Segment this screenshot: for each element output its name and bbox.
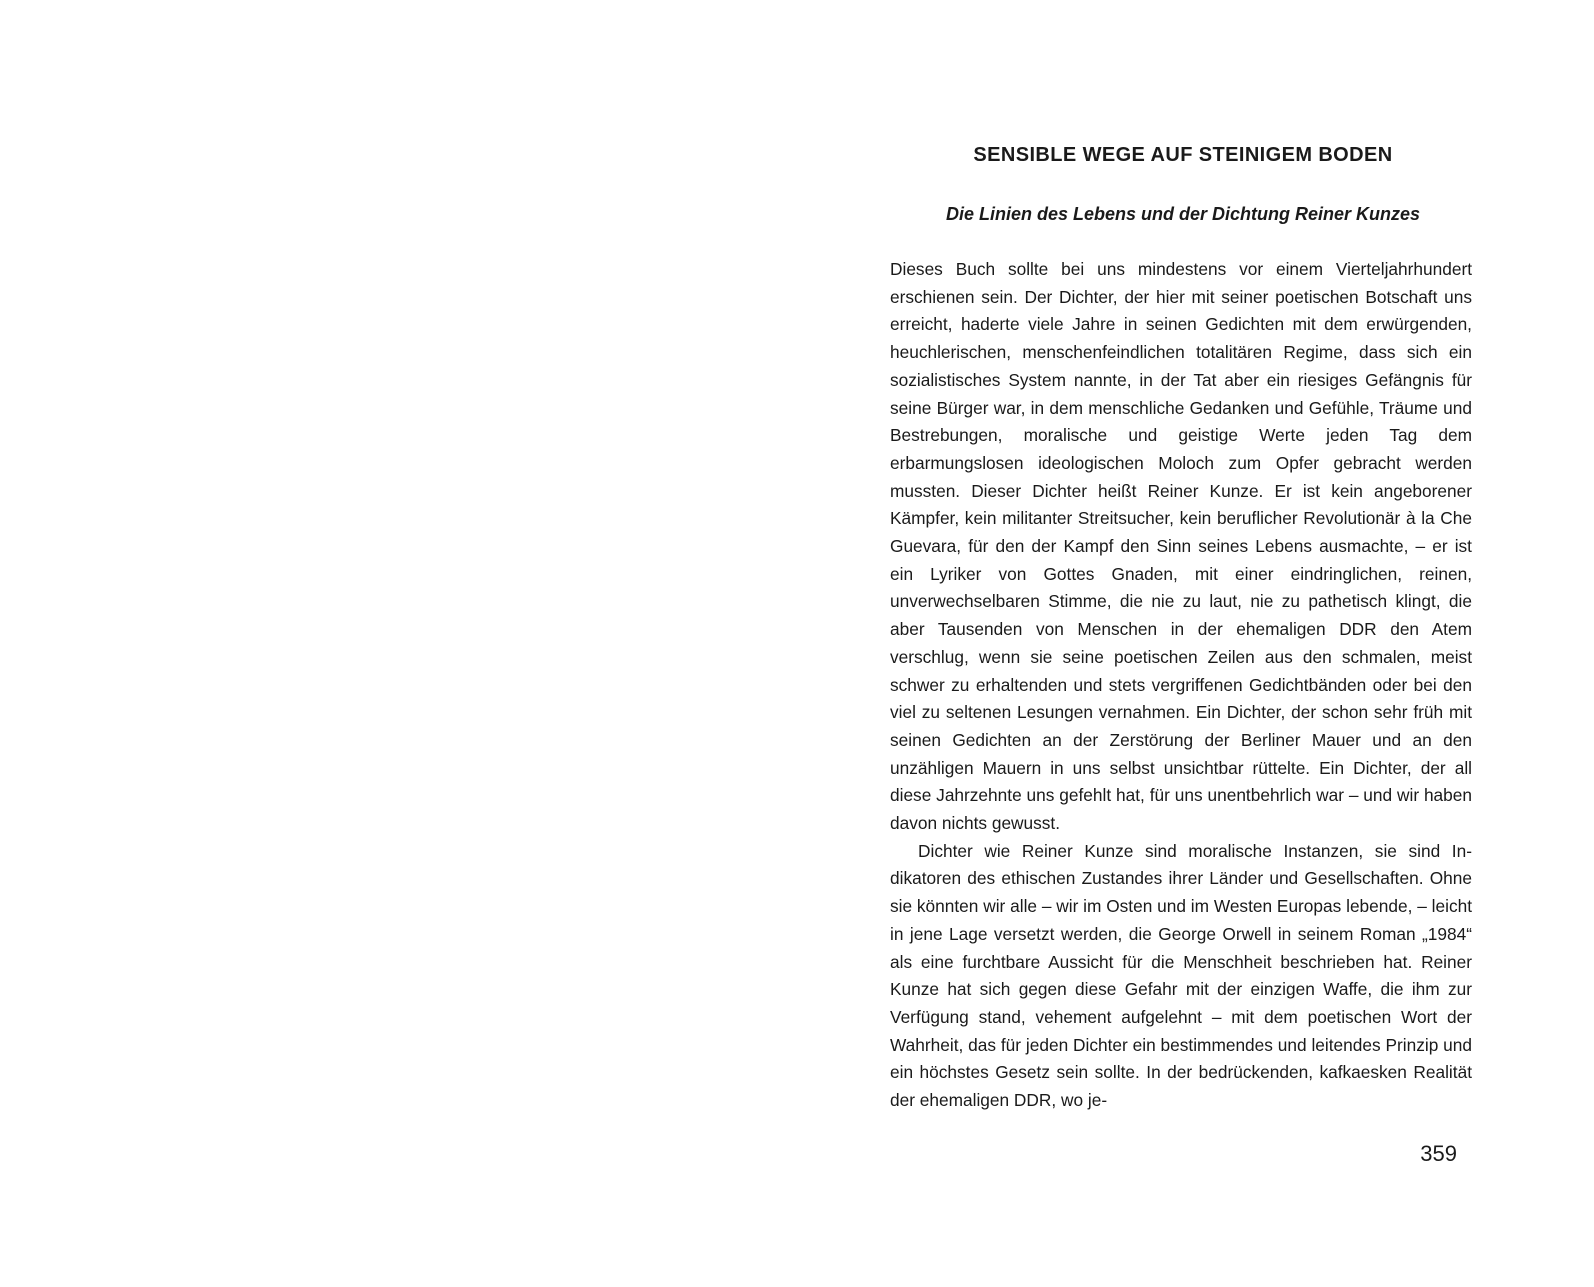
chapter-title: SENSIBLE WEGE AUF STEINIGEM BODEN [973,144,1393,166]
page-number: 359 [1420,1141,1457,1166]
body-text [890,256,1472,1115]
paragraph-2: Dichter wie Reiner Kunze sind moralische Instanzen, sie sind Indikatoren des ethischen Zustandes ihrer Länder und Gesellschaften. Ohne sie könnten wir alle – wir im Osten und im Westen Europas lebende, – leicht in jene Lage versetzt werden, die George Orwell in seinem Roman „1984“ als eine furchtbare Aussicht für die Menschheit beschrieben hat. Reiner Kunze hat sich gegen diese Gefahr mit der einzigen Waffe, die ihm zur Verfügung stand, vehement aufgelehnt – mit dem poetischen Wort der Wahrheit, das für jeden Dichter ein bestimmendes und leitendes Prinzip und ein höchstes Gesetz sein sollte. In der bedrückenden, kafkaesken Realität der ehemaligen DDR, wo je- [890,840,1472,1111]
chapter-subtitle: Die Linien des Lebens und der Dichtung Reiner Kunzes [945,204,1421,224]
paragraph-1: Dieses Buch sollte bei uns mindestens vor einem Vierteljahrhundert erschienen sein. Der Dichter, der hier mit seiner poetischen Botschaft uns erreicht, haderte viele Jahre in seinen Gedichten mit dem erwürgenden, heuchlerischen, menschenfeindlichen totalitären Regime, dass sich ein sozialistisches System nannte, in der Tat aber ein riesiges Gefängnis für seine Bürger war, in dem menschliche Gedanken und Gefühle, Träume und Bestrebungen, moralische und geistige Werte jeden Tag dem erbarmungslosen ideologischen Moloch zum Opfer gebracht werden mussten. Dieser Dichter heißt Reiner Kunze. Er ist kein angeborener Kämpfer, kein militanter Streitsucher, kein beruflicher Revolutionär à la Che Guevara, für den der Kampf den Sinn seines Lebens ausmachte, – er ist ein Lyriker von Gottes Gnaden, mit einer eindringlichen, reinen, unverwechselbaren Stimme, die nie zu laut, nie zu pathetisch klingt, die aber Tausenden von Menschen in der ehemaligen DDR den Atem verschlug, wenn sie seine poetischen Zeilen aus den schmalen, meist schwer zu erhaltenden und stets vergriffenen Gedichtbänden oder bei den viel zu seltenen Lesungen vernahmen. Ein Dichter, der schon sehr früh mit seinen Gedichten an der Zerstörung der Berliner Mauer und an den unzähligen Mauern in uns selbst unsichtbar rüttelte. Ein Dichter, der all diese Jahrzehnte uns gefehlt hat, für uns unentbehrlich war – und wir haben davon nichts gewusst. [890,259,1472,834]
right-page [797,0,1594,1287]
